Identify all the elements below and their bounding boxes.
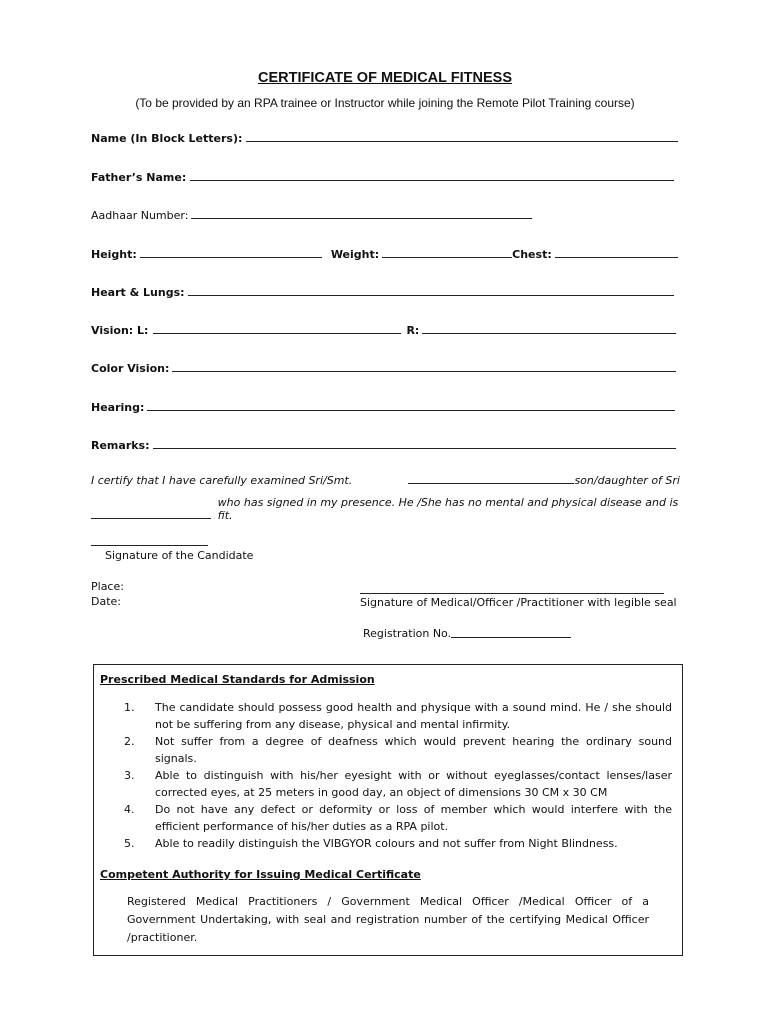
son-daughter-text: son/daughter of Sri [574,474,680,487]
certify-text: I certify that I have carefully examined Sri/Smt. [91,474,353,487]
weight-field[interactable] [382,257,512,258]
name-label: Name (In Block Letters): [91,132,243,145]
measurements-row [91,243,678,261]
name-field[interactable] [246,141,678,142]
color-vision-field[interactable] [172,371,676,372]
name-row [91,127,678,145]
candidate-signature-line[interactable] [91,545,208,546]
authority-heading: Competent Authority for Issuing Medical Certificate [100,868,421,881]
officer-signature-label: Signature of Medical/Officer /Practitioner with legible seal [360,596,677,609]
hearing-label: Hearing: [91,401,145,414]
certification-line-2 [91,496,680,522]
authority-text: Registered Medical Practitioners / Government Medical Officer /Medical Officer of a Government Undertaking, with seal and registration number of the certifying Medical Officer /practitioner. [127,895,649,944]
list-item: 5. Able to readily distinguish the VIBGYOR colours and not suffer from Night Blindness. [124,837,618,850]
heart-lungs-field[interactable] [188,295,674,296]
registration-label: Registration No. [363,627,452,640]
aadhaar-label: Aadhaar Number: [91,209,189,222]
color-vision-row [91,357,676,375]
registration-field[interactable] [451,637,571,638]
list-item: 2. Not suffer from a degree of deafness which would prevent hearing the ordinary sound signals. [124,735,672,765]
father-row [91,166,674,184]
heart-lungs-row [91,281,674,299]
standards-heading: Prescribed Medical Standards for Admission [100,673,375,686]
registration-row [363,627,571,640]
father-name-field[interactable] [190,180,674,181]
remarks-label: Remarks: [91,439,150,452]
place-label: Place: [91,580,124,593]
list-item: 1. The candidate should possess good health and physique with a sound mind. He / she should not be suffering from any disease, physical and mental infirmity. [124,701,672,731]
weight-label: Weight: [330,248,380,261]
document-title: CERTIFICATE OF MEDICAL FITNESS [257,70,513,86]
heart-lungs-label: Heart & Lungs: [91,286,185,299]
remarks-row [91,434,676,452]
list-item: 3. Able to distinguish with his/her eyesight with or without eyeglasses/contact lenses/laser corrected eyes, at 25 meters in good day, an object of dimensions 30 CM x 30 CM [124,769,672,799]
chest-field[interactable] [555,257,678,258]
officer-signature-line[interactable] [360,593,664,594]
vision-right-field[interactable] [422,333,676,334]
parent-name-field[interactable] [91,518,211,519]
chest-label: Chest: [512,248,552,261]
vision-left-label: Vision: L: [91,324,149,337]
father-name-label: Father’s Name: [91,171,187,184]
height-field[interactable] [140,257,322,258]
standards-box [93,664,683,956]
date-label: Date: [91,595,121,608]
presence-text: who has signed in my presence. He /She has no mental and physical disease and is fit. [217,496,679,522]
candidate-signature-label: Signature of the Candidate [105,549,254,562]
hearing-row [91,396,675,414]
hearing-field[interactable] [147,410,675,411]
aadhaar-field[interactable] [191,218,532,219]
color-vision-label: Color Vision: [91,362,170,375]
remarks-field[interactable] [153,448,676,449]
vision-row [91,319,676,337]
aadhaar-row [91,204,532,222]
document-subtitle: (To be provided by an RPA trainee or Instructor while joining the Remote Pilot Training course) [135,96,635,110]
vision-right-label: R: [406,324,420,337]
standards-list [124,699,672,852]
vision-left-field[interactable] [153,333,401,334]
examinee-name-field[interactable] [408,483,574,484]
certification-line-1 [91,474,680,487]
list-item: 4. Do not have any defect or deformity or loss of member which would interfere with the efficient performance of his/her duties as a RPA pilot. [124,803,672,833]
height-label: Height: [91,248,137,261]
